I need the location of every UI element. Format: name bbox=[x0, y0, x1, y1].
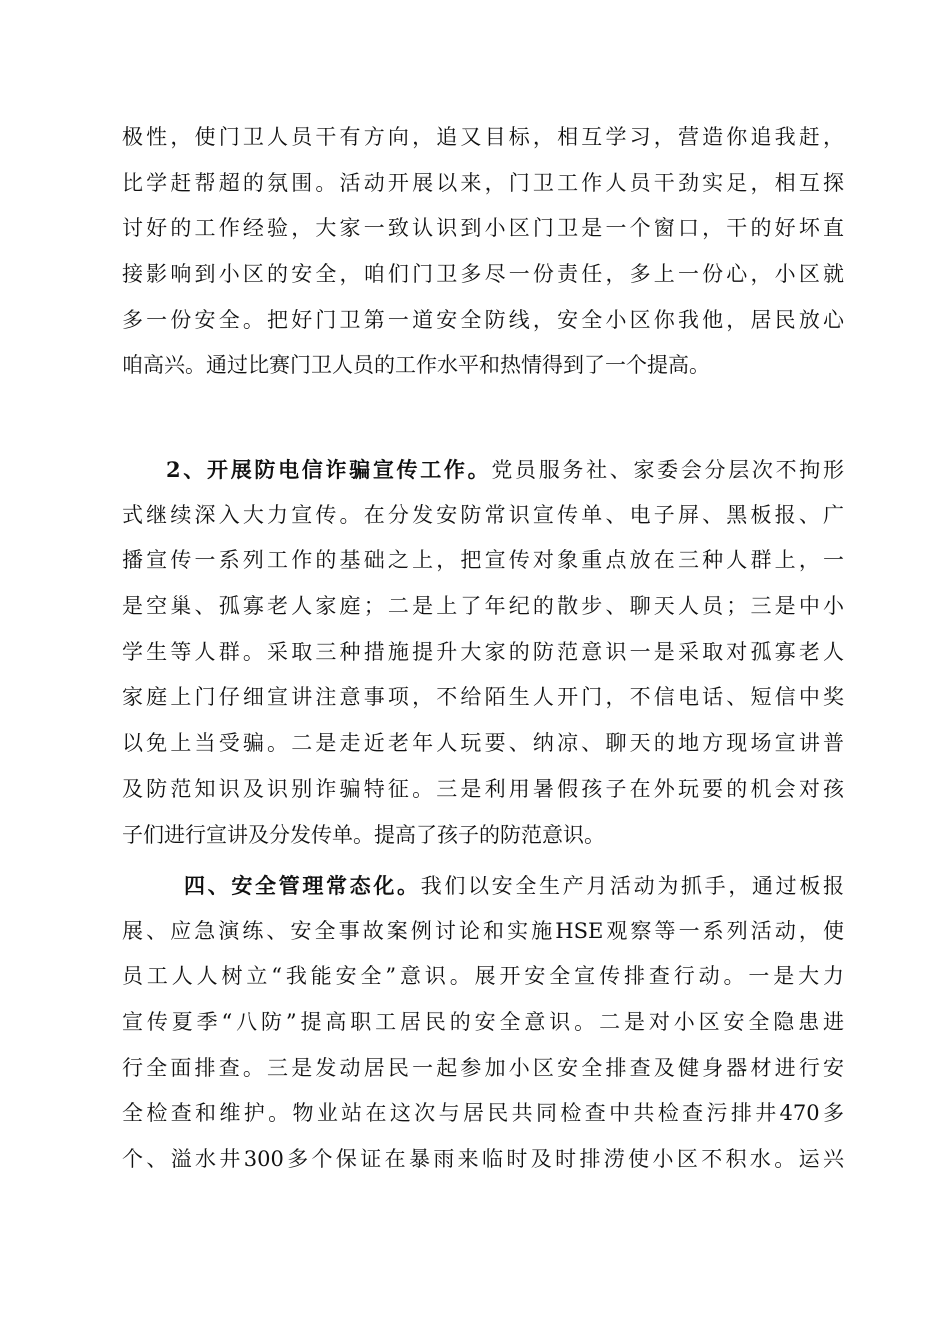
paragraph-line: 以免上当受骗。二是走近老年人玩要、纳凉、聊天的地方现场宣讲普 bbox=[122, 731, 844, 756]
paragraph-first-line bbox=[122, 447, 844, 493]
paragraph-2 bbox=[122, 447, 844, 858]
paragraph-line: 式继续深入大力宣传。在分发安防常识宣传单、电子屏、黑板报、广 bbox=[122, 502, 844, 527]
paragraph-line-text: 我们以安全生产月活动为抓手，通过板报 bbox=[420, 874, 845, 898]
paragraph-line: 极性，使门卫人员干有方向，追又目标，相互学习，营造你追我赶， bbox=[122, 125, 844, 149]
paragraph-line: 员工人人树立“我能安全”意识。展开安全宣传排查行动。一是大力 bbox=[122, 964, 844, 989]
section-heading: 2、开展防电信诈骗宣传工作。 bbox=[166, 457, 492, 482]
paragraph-line: 个、溢水井300多个保证在暴雨来临时及时排涝使小区不积水。运兴 bbox=[122, 1147, 844, 1172]
paragraph-line: 家庭上门仔细宣讲注意事项，不给陌生人开门，不信电话、短信中奖 bbox=[122, 685, 844, 710]
paragraph-line: 行全面排查。三是发动居民一起参加小区安全排查及健身器材进行安 bbox=[122, 1055, 844, 1080]
paragraph-line: 学生等人群。采取三种措施提升大家的防范意识一是采取对孤寡老人 bbox=[122, 639, 844, 664]
paragraph-line: 接影响到小区的安全，咱们门卫多尽一份责任，多上一份心，小区就 bbox=[122, 262, 844, 287]
paragraph-line: 展、应急演练、安全事故案例讨论和实施HSE观察等一系列活动，使 bbox=[122, 918, 844, 943]
paragraph-line: 是空巢、孤寡老人家庭；二是上了年纪的散步、聊天人员；三是中小 bbox=[122, 594, 844, 619]
paragraph-line: 宣传夏季“八防”提高职工居民的安全意识。二是对小区安全隐患进 bbox=[122, 1010, 844, 1035]
paragraph-line-text: 党员服务社、家委会分层次不拘形 bbox=[491, 458, 844, 482]
paragraph-first-line bbox=[122, 863, 844, 909]
paragraph-line: 比学赶帮超的氛围。活动开展以来，门卫工作人员干劲实足，相互探 bbox=[122, 170, 844, 195]
paragraph-line: 多一份安全。把好门卫第一道安全防线，安全小区你我他，居民放心 bbox=[122, 307, 844, 332]
paragraph-line: 咱高兴。通过比赛门卫人员的工作水平和热情得到了一个提高。 bbox=[122, 353, 710, 378]
paragraph-line: 全检查和维护。物业站在这次与居民共同检查中共检查污排井470多 bbox=[122, 1101, 844, 1126]
section-heading: 四、安全管理常态化。 bbox=[184, 873, 421, 898]
paragraph-3 bbox=[122, 863, 844, 1183]
paragraph-1 bbox=[122, 115, 844, 389]
paragraph-line: 讨好的工作经验，大家一致认识到小区门卫是一个窗口，干的好坏直 bbox=[122, 216, 844, 241]
paragraph-line: 播宣传一系列工作的基础之上，把宣传对象重点放在三种人群上，一 bbox=[122, 548, 844, 573]
paragraph-line: 及防范知识及识别诈骗特征。三是利用暑假孩子在外玩要的机会对孩 bbox=[122, 776, 844, 801]
paragraph-line: 子们进行宣讲及分发传单。提高了孩子的防范意识。 bbox=[122, 822, 605, 847]
